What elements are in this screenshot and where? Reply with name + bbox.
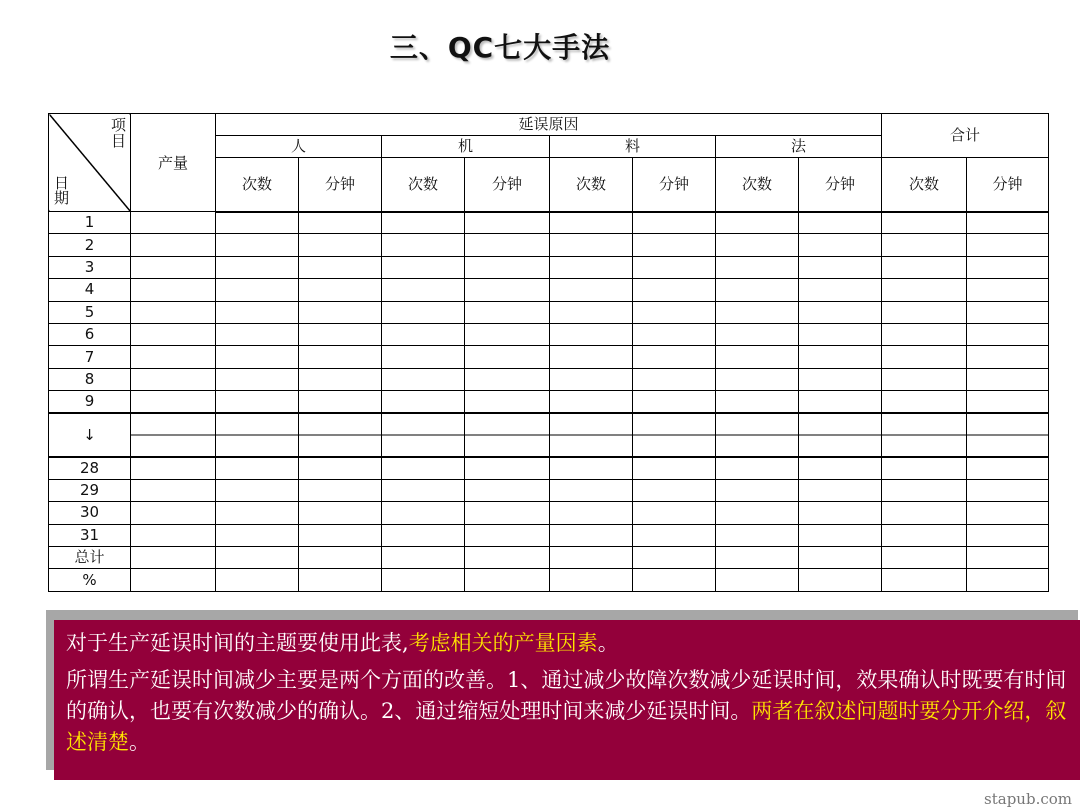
watermark: stapub.com: [984, 790, 1072, 808]
empty-cell: [216, 279, 299, 301]
table-row: [49, 279, 1049, 301]
empty-cell: [633, 256, 716, 278]
empty-cell: [131, 569, 216, 591]
row-label: 28: [49, 457, 131, 479]
table-row: [49, 301, 1049, 323]
table-row: [49, 323, 1049, 345]
row-label: 8: [49, 368, 131, 390]
empty-cell: [967, 413, 1049, 457]
empty-cell: [216, 346, 299, 368]
empty-cell: [967, 234, 1049, 256]
empty-cell: [633, 368, 716, 390]
table-row: [49, 502, 1049, 524]
empty-cell: [299, 323, 382, 345]
empty-cell: [382, 368, 465, 390]
empty-cell: [716, 457, 799, 479]
row-label: 1: [49, 212, 131, 234]
empty-cell: [633, 279, 716, 301]
empty-cell: [967, 323, 1049, 345]
sub-header-minutes: 分钟: [299, 158, 382, 212]
empty-cell: [633, 502, 716, 524]
empty-cell: [131, 256, 216, 278]
empty-cell: [550, 346, 633, 368]
empty-cell: [465, 234, 550, 256]
empty-cell: [131, 234, 216, 256]
empty-cell: [216, 413, 299, 457]
empty-cell: [967, 346, 1049, 368]
empty-cell: [465, 479, 550, 501]
row-label-arrow: ↓: [49, 413, 131, 457]
empty-cell: [382, 234, 465, 256]
empty-cell: [131, 368, 216, 390]
empty-cell: [799, 413, 882, 457]
table-row: [49, 413, 1049, 457]
empty-cell: [299, 524, 382, 546]
row-label: 4: [49, 279, 131, 301]
empty-cell: [465, 569, 550, 591]
empty-cell: [633, 413, 716, 457]
empty-cell: [299, 279, 382, 301]
sub-header-minutes: 分钟: [465, 158, 550, 212]
group-header-material: 料: [550, 136, 716, 158]
row-label: 30: [49, 502, 131, 524]
empty-cell: [799, 502, 882, 524]
empty-cell: [465, 457, 550, 479]
empty-cell: [716, 569, 799, 591]
empty-cell: [299, 479, 382, 501]
empty-cell: [382, 479, 465, 501]
empty-cell: [967, 524, 1049, 546]
page-title: 三、QC七大手法: [389, 31, 611, 64]
empty-cell: [550, 301, 633, 323]
empty-cell: [633, 346, 716, 368]
empty-cell: [799, 301, 882, 323]
empty-cell: [382, 457, 465, 479]
empty-cell: [633, 524, 716, 546]
empty-cell: [382, 301, 465, 323]
empty-cell: [216, 502, 299, 524]
empty-cell: [799, 234, 882, 256]
sub-header-minutes: 分钟: [799, 158, 882, 212]
empty-cell: [465, 301, 550, 323]
empty-cell: [216, 212, 299, 234]
empty-cell: [716, 279, 799, 301]
empty-cell: [967, 212, 1049, 234]
empty-cell: [550, 234, 633, 256]
empty-cell: [216, 323, 299, 345]
empty-cell: [299, 413, 382, 457]
empty-cell: [716, 234, 799, 256]
empty-cell: [799, 368, 882, 390]
empty-cell: [382, 391, 465, 413]
empty-cell: [799, 547, 882, 569]
corner-header-cell: [49, 114, 131, 212]
empty-cell: [882, 301, 967, 323]
empty-cell: [882, 368, 967, 390]
empty-cell: [382, 413, 465, 457]
empty-cell: [716, 547, 799, 569]
empty-cell: [967, 301, 1049, 323]
empty-cell: [382, 323, 465, 345]
empty-cell: [216, 391, 299, 413]
table-row: [49, 368, 1049, 390]
empty-cell: [465, 256, 550, 278]
group-header-person: 人: [216, 136, 382, 158]
note-box: [54, 620, 1080, 780]
table-row: [49, 256, 1049, 278]
empty-cell: [299, 457, 382, 479]
table-row: [49, 346, 1049, 368]
empty-cell: [550, 323, 633, 345]
empty-cell: [131, 279, 216, 301]
empty-cell: [967, 547, 1049, 569]
row-label: 2: [49, 234, 131, 256]
empty-cell: [882, 391, 967, 413]
empty-cell: [382, 346, 465, 368]
empty-cell: [799, 212, 882, 234]
empty-cell: [633, 301, 716, 323]
empty-cell: [882, 323, 967, 345]
sub-header-count: 次数: [382, 158, 465, 212]
empty-cell: [216, 479, 299, 501]
empty-cell: [299, 346, 382, 368]
empty-cell: [216, 569, 299, 591]
empty-cell: [465, 323, 550, 345]
sub-header-minutes: 分钟: [633, 158, 716, 212]
empty-cell: [799, 569, 882, 591]
empty-cell: [299, 569, 382, 591]
sub-header-count: 次数: [550, 158, 633, 212]
empty-cell: [633, 547, 716, 569]
empty-cell: [716, 346, 799, 368]
empty-cell: [299, 301, 382, 323]
empty-cell: [131, 346, 216, 368]
empty-cell: [882, 547, 967, 569]
corner-item-label: 项 目: [110, 116, 126, 150]
delay-record-table: [48, 113, 1049, 592]
empty-cell: [216, 524, 299, 546]
empty-cell: [299, 212, 382, 234]
empty-cell: [131, 502, 216, 524]
empty-cell: [465, 212, 550, 234]
empty-cell: [131, 457, 216, 479]
total-header: 合计: [882, 114, 1049, 158]
empty-cell: [550, 547, 633, 569]
empty-cell: [382, 279, 465, 301]
empty-cell: [131, 479, 216, 501]
empty-cell: [216, 547, 299, 569]
empty-cell: [299, 234, 382, 256]
empty-cell: [882, 457, 967, 479]
empty-cell: [799, 323, 882, 345]
empty-cell: [633, 391, 716, 413]
table-row: [49, 212, 1049, 234]
empty-cell: [967, 569, 1049, 591]
empty-cell: [882, 212, 967, 234]
table-row: [49, 457, 1049, 479]
empty-cell: [465, 502, 550, 524]
empty-cell: [299, 502, 382, 524]
empty-cell: [550, 212, 633, 234]
table-row: [49, 524, 1049, 546]
empty-cell: [882, 479, 967, 501]
empty-cell: [633, 234, 716, 256]
empty-cell: [633, 212, 716, 234]
empty-cell: [465, 368, 550, 390]
empty-cell: [882, 502, 967, 524]
empty-cell: [131, 323, 216, 345]
empty-cell: [216, 234, 299, 256]
empty-cell: [882, 234, 967, 256]
empty-cell: [716, 323, 799, 345]
empty-cell: [633, 479, 716, 501]
delay-reason-header: 延误原因: [216, 114, 882, 136]
empty-cell: [382, 256, 465, 278]
empty-cell: [465, 346, 550, 368]
empty-cell: [382, 547, 465, 569]
empty-cell: [799, 391, 882, 413]
empty-cell: [967, 256, 1049, 278]
empty-cell: [550, 279, 633, 301]
empty-cell: [716, 479, 799, 501]
sub-header-count: 次数: [882, 158, 967, 212]
production-header: 产量: [131, 114, 216, 212]
table-row: [49, 391, 1049, 413]
note-paragraph-1: 对于生产延误时间的主题要使用此表,考虑相关的产量因素。: [66, 631, 619, 655]
empty-cell: [550, 502, 633, 524]
row-label: 6: [49, 323, 131, 345]
empty-cell: [465, 413, 550, 457]
empty-cell: [465, 391, 550, 413]
empty-cell: [550, 256, 633, 278]
empty-cell: [550, 413, 633, 457]
empty-cell: [967, 279, 1049, 301]
empty-cell: [967, 391, 1049, 413]
empty-cell: [882, 524, 967, 546]
sub-header-count: 次数: [216, 158, 299, 212]
empty-cell: [716, 301, 799, 323]
empty-cell: [131, 547, 216, 569]
empty-cell: [131, 524, 216, 546]
empty-cell: [299, 391, 382, 413]
empty-cell: [382, 524, 465, 546]
row-label: 9: [49, 391, 131, 413]
empty-cell: [799, 346, 882, 368]
empty-cell: [799, 457, 882, 479]
empty-cell: [465, 279, 550, 301]
sub-header-count: 次数: [716, 158, 799, 212]
table-row: [49, 479, 1049, 501]
empty-cell: [131, 301, 216, 323]
empty-cell: [550, 524, 633, 546]
row-label: 7: [49, 346, 131, 368]
table-row: [49, 569, 1049, 591]
empty-cell: [382, 502, 465, 524]
empty-cell: [967, 457, 1049, 479]
empty-cell: [216, 256, 299, 278]
empty-cell: [882, 279, 967, 301]
empty-cell: [716, 212, 799, 234]
empty-cell: [882, 569, 967, 591]
empty-cell: [716, 502, 799, 524]
group-header-method: 法: [716, 136, 882, 158]
empty-cell: [382, 212, 465, 234]
empty-cell: [716, 256, 799, 278]
empty-cell: [550, 368, 633, 390]
empty-cell: [882, 256, 967, 278]
empty-cell: [550, 569, 633, 591]
empty-cell: [716, 368, 799, 390]
group-header-machine: 机: [382, 136, 550, 158]
row-label: 总计: [49, 547, 131, 569]
empty-cell: [799, 256, 882, 278]
empty-cell: [299, 256, 382, 278]
empty-cell: [633, 457, 716, 479]
empty-cell: [967, 368, 1049, 390]
empty-cell: [299, 368, 382, 390]
row-label: %: [49, 569, 131, 591]
empty-cell: [382, 569, 465, 591]
empty-cell: [967, 479, 1049, 501]
empty-cell: [131, 391, 216, 413]
empty-cell: [216, 301, 299, 323]
empty-cell: [216, 457, 299, 479]
note-paragraph-2: 所谓生产延误时间减少主要是两个方面的改善。1、通过减少故障次数减少延误时间，效果确认时既要有时间的确认，也要有次数减少的确认。2、通过缩短处理时间来减少延误时间。两者在叙述问题时要分开介绍，叙述清楚。: [66, 668, 1067, 754]
empty-cell: [131, 212, 216, 234]
empty-cell: [633, 323, 716, 345]
empty-cell: [799, 279, 882, 301]
row-label: 5: [49, 301, 131, 323]
empty-cell: [882, 346, 967, 368]
empty-cell: [716, 391, 799, 413]
empty-cell: [716, 413, 799, 457]
corner-date-label: 日 期: [54, 173, 70, 208]
table-row: [49, 547, 1049, 569]
table-row: [49, 234, 1049, 256]
empty-cell: [550, 391, 633, 413]
empty-cell: [131, 413, 216, 457]
empty-cell: [633, 569, 716, 591]
empty-cell: [465, 547, 550, 569]
row-label: 3: [49, 256, 131, 278]
empty-cell: [882, 413, 967, 457]
empty-cell: [465, 524, 550, 546]
empty-cell: [216, 368, 299, 390]
row-label: 29: [49, 479, 131, 501]
empty-cell: [299, 547, 382, 569]
empty-cell: [967, 502, 1049, 524]
empty-cell: [716, 524, 799, 546]
empty-cell: [550, 457, 633, 479]
table-body: [49, 212, 1049, 592]
row-label: 31: [49, 524, 131, 546]
empty-cell: [550, 479, 633, 501]
empty-cell: [799, 479, 882, 501]
empty-cell: [799, 524, 882, 546]
sub-header-minutes: 分钟: [967, 158, 1049, 212]
